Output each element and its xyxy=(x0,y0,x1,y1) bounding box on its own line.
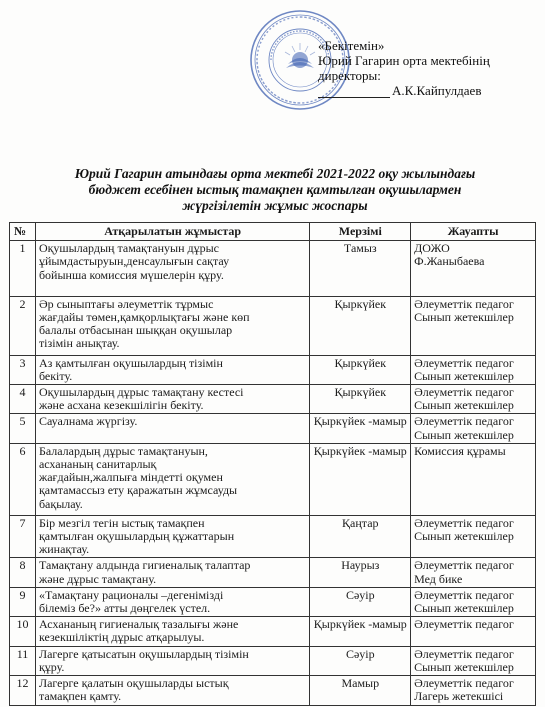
row-responsible xyxy=(411,443,536,515)
row-date: Қыркүйек -мамыр xyxy=(310,617,411,646)
work-plan-table xyxy=(9,222,536,706)
responsible-line: ДОЖО xyxy=(414,241,450,256)
table-row xyxy=(10,414,536,443)
row-number: 5 xyxy=(10,414,36,443)
title-line-2: бюджет есебінен ыстық тамақпен қамтылған оқушылармен xyxy=(88,182,462,197)
responsible-line: Сынып жетекшілер xyxy=(414,398,514,413)
task-line: Асхананың гигиеналық тазалығы және xyxy=(38,617,239,632)
responsible-line: Сынып жетекшілер xyxy=(414,601,514,616)
header-date: Мерзімі xyxy=(310,223,411,241)
responsible-line: Сынып жетекшілер xyxy=(414,659,514,674)
row-responsible xyxy=(411,414,536,443)
row-responsible xyxy=(411,385,536,414)
table-header-row xyxy=(10,223,536,241)
row-date: Қаңтар xyxy=(310,515,411,558)
task-line: Аз қамтылған оқушылардың тізімін xyxy=(38,355,223,370)
task-line: тізімін анықтау. xyxy=(38,336,120,351)
title-line-1: Юрий Гагарин атындағы орта мектебі 2021-2022 оқу жылындағы xyxy=(74,166,476,181)
task-line: бекіту. xyxy=(38,368,73,383)
row-task xyxy=(35,587,310,616)
row-responsible xyxy=(411,617,536,646)
row-date: Қыркүйек xyxy=(310,355,411,384)
table-row xyxy=(10,355,536,384)
row-date: Мамыр xyxy=(310,676,411,705)
task-line: қамтылған оқушылардың құжаттарын xyxy=(38,529,235,544)
responsible-line: Әлеуметтік педагог xyxy=(414,355,514,370)
row-number: 4 xyxy=(10,385,36,414)
row-number: 12 xyxy=(10,676,36,705)
approval-position: директоры: xyxy=(318,68,381,83)
row-responsible xyxy=(411,587,536,616)
row-responsible xyxy=(411,646,536,675)
responsible-line: Әлеуметтік педагог xyxy=(414,515,514,530)
row-task xyxy=(35,676,310,705)
header-task: Атқарылатын жұмыстар xyxy=(35,223,310,241)
responsible-line: Әлеуметтік педагог xyxy=(414,617,514,632)
title-line-3: жүргізілетін жұмыс жоспары xyxy=(182,198,368,213)
table-row xyxy=(10,646,536,675)
row-date: Сәуір xyxy=(310,587,411,616)
row-responsible xyxy=(411,676,536,705)
row-number: 9 xyxy=(10,587,36,616)
task-line: Бір мезгіл тегін ыстық тамақпен xyxy=(38,515,205,530)
responsible-line: Мед бике xyxy=(414,571,463,586)
task-line: кезекшіліктің дұрыс атқарылуы. xyxy=(38,630,205,645)
header-responsible: Жауапты xyxy=(411,223,536,241)
task-line: «Тамақтану рационалы –дегенімізді xyxy=(38,587,224,602)
task-line: және асхана кезекшілігін бекіту. xyxy=(38,398,204,413)
row-responsible xyxy=(411,558,536,587)
row-date: Наурыз xyxy=(310,558,411,587)
row-date: Қыркүйек -мамыр xyxy=(310,443,411,515)
table-row xyxy=(10,617,536,646)
row-task xyxy=(35,296,310,355)
approval-signature-name: А.К.Кайпулдаев xyxy=(392,83,482,98)
task-line: Оқушылардың тамақтануын дұрыс xyxy=(38,241,219,256)
task-line: балалы отбасынан шыққан оқушылар xyxy=(38,323,233,338)
approval-block xyxy=(318,38,490,98)
task-line: қамтамассыз ету қаражатын жұмсауды xyxy=(38,483,238,498)
task-line: Тамақтану алдында гигиеналық талаптар xyxy=(38,558,251,573)
responsible-line: Әлеуметтік педагог xyxy=(414,558,514,573)
responsible-line: Комиссия құрамы xyxy=(414,443,506,458)
row-number: 8 xyxy=(10,558,36,587)
row-task xyxy=(35,385,310,414)
table-row xyxy=(10,587,536,616)
task-line: асхананың санитарлық xyxy=(38,457,157,472)
task-line: Әр сыныптағы әлеуметтік тұрмыс xyxy=(38,296,214,311)
task-line: Балалардың дұрыс тамақтануын, xyxy=(38,443,208,458)
row-responsible xyxy=(411,296,536,355)
row-task xyxy=(35,241,310,297)
responsible-line: Сынып жетекшілер xyxy=(414,310,514,325)
task-line: Оқушылардың дұрыс тамақтану кестесі xyxy=(38,385,244,400)
row-responsible xyxy=(411,241,536,297)
document-title xyxy=(60,166,490,214)
task-line: құру. xyxy=(38,659,65,674)
row-responsible xyxy=(411,355,536,384)
row-number: 1 xyxy=(10,241,36,297)
header-number: № xyxy=(10,223,36,241)
table-row xyxy=(10,296,536,355)
row-date: Қыркүйек -мамыр xyxy=(310,414,411,443)
table-row xyxy=(10,676,536,705)
row-number: 6 xyxy=(10,443,36,515)
responsible-line: Ф.Жаныбаева xyxy=(414,254,485,269)
row-task xyxy=(35,414,310,443)
responsible-line: Сынып жетекшілер xyxy=(414,529,514,544)
row-task xyxy=(35,617,310,646)
table-body xyxy=(10,241,536,705)
responsible-line: Әлеуметтік педагог xyxy=(414,676,514,691)
responsible-line: Әлеуметтік педагог xyxy=(414,646,514,661)
responsible-line: Әлеуметтік педагог xyxy=(414,385,514,400)
signature-line xyxy=(318,85,390,98)
task-line: және дұрыс тамақтану. xyxy=(38,571,157,586)
table-row xyxy=(10,443,536,515)
table-row xyxy=(10,515,536,558)
responsible-line: Әлеуметтік педагог xyxy=(414,587,514,602)
task-line: бақылау. xyxy=(38,496,83,511)
row-task xyxy=(35,558,310,587)
task-line: Лагерге қалатын оқушыларды ыстық xyxy=(38,676,229,691)
approval-signature-row xyxy=(318,83,490,98)
task-line: жағдайын,жалпыға міндетті оқумен xyxy=(38,470,223,485)
row-date: Тамыз xyxy=(310,241,411,297)
task-line: Лагерге қатысатын оқушылардың тізімін xyxy=(38,646,249,661)
row-number: 10 xyxy=(10,617,36,646)
task-line: Сауалнама жүргізу. xyxy=(38,414,138,429)
task-line: бойынша комиссия мүшелерін құру. xyxy=(38,267,224,282)
responsible-line: Әлеуметтік педагог xyxy=(414,414,514,429)
table-row xyxy=(10,558,536,587)
task-line: ұйымдастыруын,денсаулығын сақтау xyxy=(38,254,230,269)
task-line: тамақпен қамту. xyxy=(38,689,122,704)
row-task xyxy=(35,355,310,384)
row-date: Сәуір xyxy=(310,646,411,675)
approval-heading: «Бекітемін» xyxy=(318,38,385,53)
table-row xyxy=(10,241,536,297)
row-responsible xyxy=(411,515,536,558)
row-number: 3 xyxy=(10,355,36,384)
row-number: 11 xyxy=(10,646,36,675)
responsible-line: Сынып жетекшілер xyxy=(414,427,514,442)
row-task xyxy=(35,443,310,515)
task-line: жинақтау. xyxy=(38,542,90,557)
row-date: Қыркүйек xyxy=(310,296,411,355)
responsible-line: Әлеуметтік педагог xyxy=(414,296,514,311)
responsible-line: Лагерь жетекшісі xyxy=(414,689,504,704)
table-row xyxy=(10,385,536,414)
approval-school: Юрий Гагарин орта мектебінің xyxy=(318,53,490,68)
row-date: Қыркүйек xyxy=(310,385,411,414)
row-number: 2 xyxy=(10,296,36,355)
row-task xyxy=(35,515,310,558)
task-line: жағдайы төмен,қамқорлықтағы және көп xyxy=(38,310,250,325)
row-task xyxy=(35,646,310,675)
task-line: білеміз бе?» атты дөңгелек үстел. xyxy=(38,601,211,616)
responsible-line: Сынып жетекшілер xyxy=(414,368,514,383)
row-number: 7 xyxy=(10,515,36,558)
